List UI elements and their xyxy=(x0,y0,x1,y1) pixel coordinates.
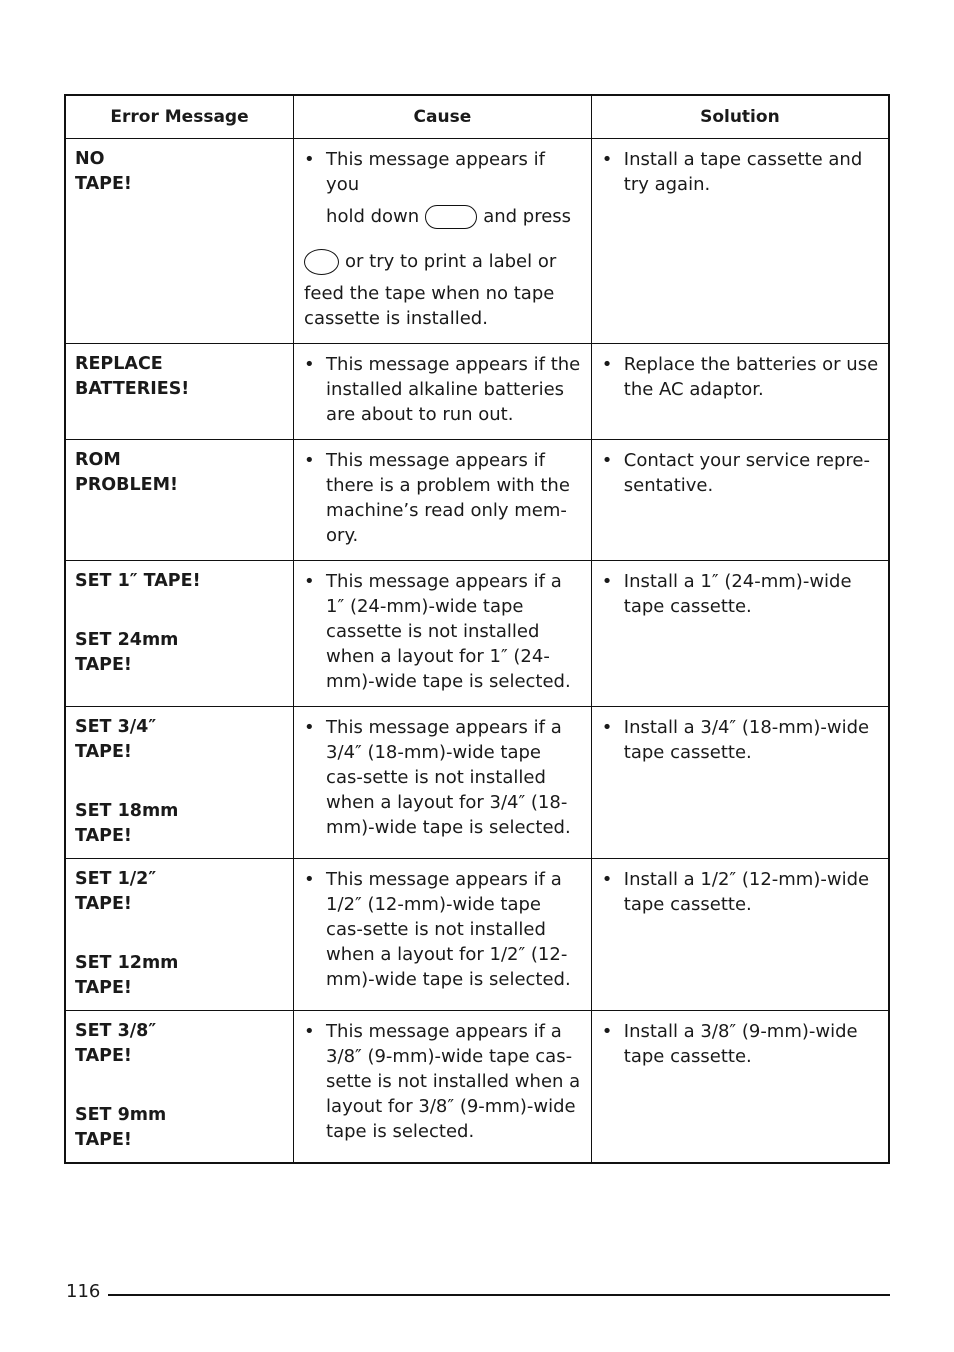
page-number: 116 xyxy=(66,1281,101,1302)
solution-text: • Install a 1/2″ (12-mm)-wide tape cassette. xyxy=(602,867,880,917)
table-row xyxy=(65,440,889,561)
cause-text: • This message appears if a 1″ (24-mm)-wide tape cassette is not installed when a layout for 1″ (24-mm)-wide tape is selected. xyxy=(304,569,583,694)
solution-text: • Replace the batteries or use the AC adaptor. xyxy=(602,352,880,402)
table-row xyxy=(65,707,889,859)
solution-cell xyxy=(591,707,889,859)
error-message-line: TAPE! xyxy=(75,742,132,762)
error-message-line: TAPE! xyxy=(75,894,132,914)
cause-cell xyxy=(294,344,592,440)
header-cause: Cause xyxy=(294,95,592,139)
error-message-line: SET 1″ TAPE! xyxy=(75,571,201,591)
wide-key-icon xyxy=(425,205,477,229)
error-message-line: SET 1/2″ xyxy=(75,869,157,889)
error-message-cell xyxy=(65,344,294,440)
solution-cell xyxy=(591,344,889,440)
cause-text: • This message appears if there is a problem with the machine’s read only mem-ory. xyxy=(304,448,583,548)
error-message-cell xyxy=(65,139,294,344)
cause-text: • This message appears if the installed alkaline batteries are about to run out. xyxy=(304,352,583,427)
table-row xyxy=(65,561,889,707)
cause-fragment: hold down xyxy=(326,206,420,227)
cause-line: • This message appears if you xyxy=(326,149,545,195)
solution-text: • Install a 3/4″ (18-mm)-wide tape cassette. xyxy=(602,715,880,765)
cause-cell xyxy=(294,440,592,561)
error-message-cell xyxy=(65,561,294,707)
solution-cell xyxy=(591,440,889,561)
solution-text: • Install a tape cassette and try again. xyxy=(602,147,880,197)
error-message-line: SET 3/4″ xyxy=(75,717,157,737)
table-row xyxy=(65,1011,889,1163)
error-message-line: TAPE! xyxy=(75,978,132,998)
round-key-icon xyxy=(304,249,339,275)
error-message-line: SET 9mm xyxy=(75,1105,167,1125)
cause-cell xyxy=(294,1011,592,1163)
error-message-line: TAPE! xyxy=(75,826,132,846)
error-message-line: TAPE! xyxy=(75,1046,132,1066)
error-message-cell xyxy=(65,440,294,561)
solution-cell xyxy=(591,1011,889,1163)
cause-cell xyxy=(294,707,592,859)
error-message-line: PROBLEM! xyxy=(75,475,179,495)
cause-text xyxy=(304,147,583,331)
cause-line: feed the tape when no tape xyxy=(304,283,555,304)
cause-line xyxy=(326,249,583,275)
cause-cell xyxy=(294,561,592,707)
cause-text: • This message appears if a 3/8″ (9-mm)-wide tape cas-sette is not installed when a layout for 3/8″ (9-mm)-wide tape is selected. xyxy=(304,1019,583,1144)
error-message-cell xyxy=(65,1011,294,1163)
table-header-row xyxy=(65,95,889,139)
footer-rule xyxy=(108,1294,890,1296)
error-message-table xyxy=(64,94,890,1164)
error-message-line: REPLACE xyxy=(75,354,163,374)
cause-text: • This message appears if a 3/4″ (18-mm)-wide tape cas-sette is not installed when a layout for 3/4″ (18-mm)-wide tape is selected. xyxy=(304,715,583,840)
table-row xyxy=(65,139,889,344)
cause-cell xyxy=(294,139,592,344)
error-message-line: SET 3/8″ xyxy=(75,1021,157,1041)
cause-line: cassette is installed. xyxy=(304,308,488,329)
error-message-line: TAPE! xyxy=(75,174,132,194)
solution-text: • Install a 1″ (24-mm)-wide tape cassette. xyxy=(602,569,880,619)
table-row xyxy=(65,344,889,440)
table-row xyxy=(65,859,889,1011)
error-message-cell xyxy=(65,707,294,859)
error-message-line: NO xyxy=(75,149,105,169)
solution-cell xyxy=(591,859,889,1011)
solution-text: • Contact your service repre-sentative. xyxy=(602,448,880,498)
error-message-line: ROM xyxy=(75,450,121,470)
cause-fragment: or try to print a label or xyxy=(345,251,557,272)
header-solution: Solution xyxy=(591,95,889,139)
error-message-line: TAPE! xyxy=(75,655,132,675)
header-error-message: Error Message xyxy=(65,95,294,139)
error-message-line: SET 18mm xyxy=(75,801,179,821)
error-message-line: SET 24mm xyxy=(75,630,179,650)
cause-line xyxy=(326,197,583,236)
error-message-line: SET 12mm xyxy=(75,953,179,973)
cause-cell xyxy=(294,859,592,1011)
cause-fragment: and press xyxy=(483,206,572,227)
solution-cell xyxy=(591,139,889,344)
error-message-line: BATTERIES! xyxy=(75,379,190,399)
error-message-line: TAPE! xyxy=(75,1130,132,1150)
solution-text: • Install a 3/8″ (9-mm)-wide tape cassette. xyxy=(602,1019,880,1069)
error-message-cell xyxy=(65,859,294,1011)
solution-cell xyxy=(591,561,889,707)
cause-text: • This message appears if a 1/2″ (12-mm)-wide tape cas-sette is not installed when a layout for 1/2″ (12-mm)-wide tape is selected. xyxy=(304,867,583,992)
